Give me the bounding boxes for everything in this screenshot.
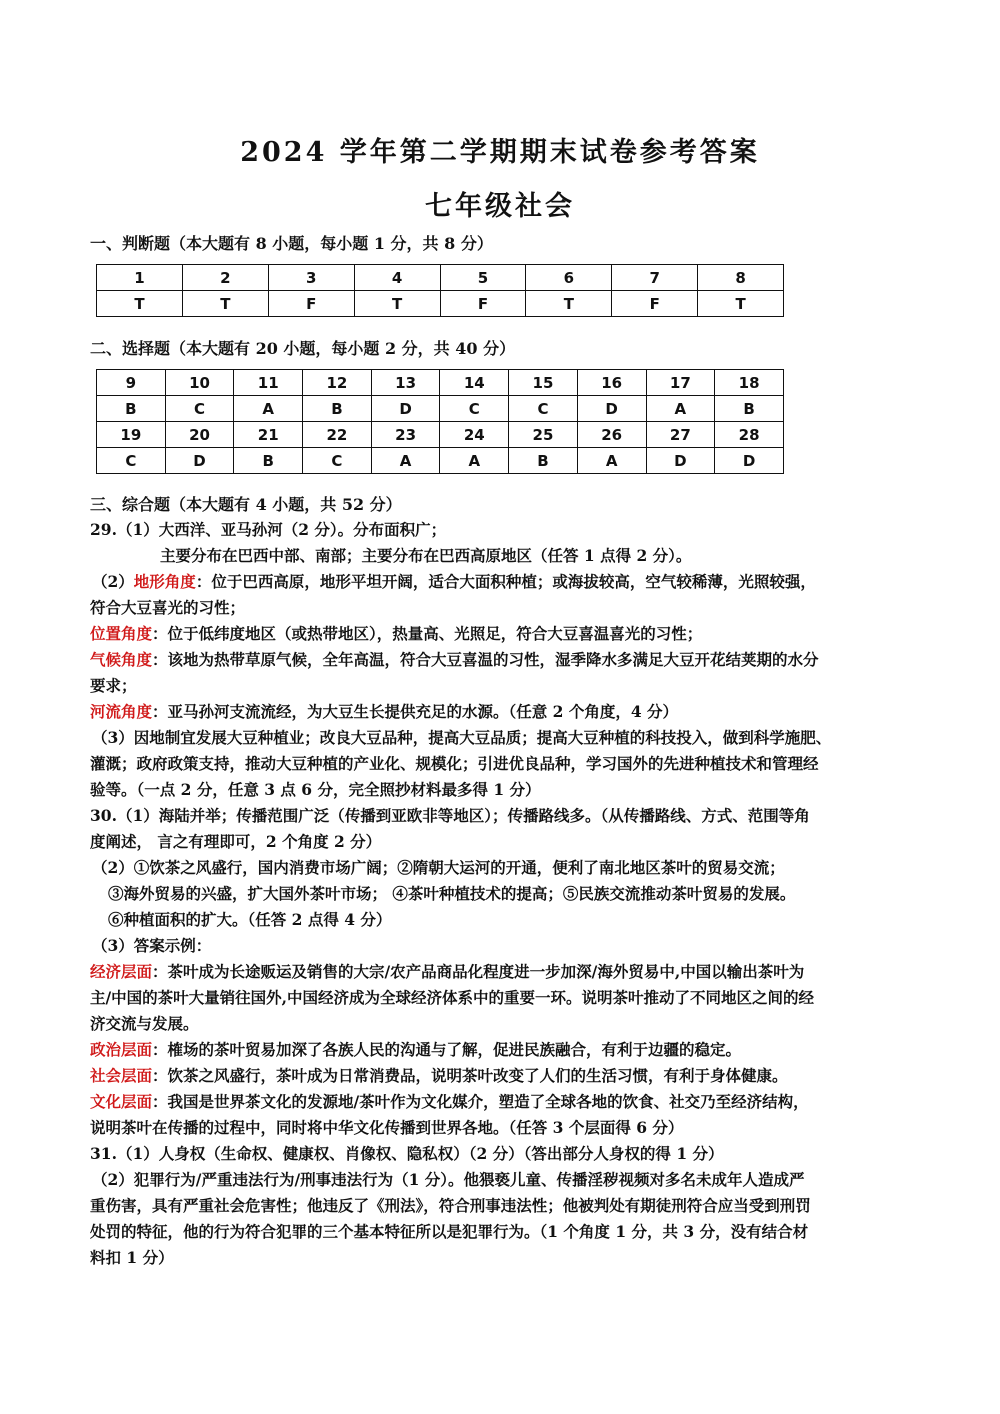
tf-answer-cell: T bbox=[698, 291, 784, 317]
table-row bbox=[97, 370, 784, 396]
page-title: 2024 学年第二学期期末试卷参考答案 bbox=[240, 137, 760, 168]
mc-answer-cell: A bbox=[646, 396, 715, 422]
mc-answer-cell: A bbox=[440, 448, 509, 474]
answer-text: 处罚的特征，他的行为符合犯罪的三个基本特征所以是犯罪行为。（1 个角度 1 分，共 3 分，没有结合材 bbox=[90, 1222, 809, 1241]
answer-line bbox=[92, 728, 831, 748]
answer-line bbox=[90, 624, 702, 644]
mc-answer-cell: C bbox=[509, 396, 578, 422]
answer-line bbox=[90, 806, 810, 826]
mc-answer-cell: B bbox=[97, 396, 166, 422]
answer-text: ：饮茶之风盛行，茶叶成为日常消费品，说明茶叶改变了人们的生活习惯，有利于身体健康。 bbox=[152, 1066, 788, 1085]
section2-heading: 二、选择题（本大题有 20 小题，每小题 2 分，共 40 分） bbox=[90, 339, 516, 358]
answer-line bbox=[92, 936, 211, 956]
answer-text: 符合大豆喜光的习性； bbox=[90, 598, 246, 617]
tf-number-cell: 3 bbox=[268, 265, 354, 291]
mc-number-cell: 20 bbox=[165, 422, 234, 448]
mc-number-cell: 17 bbox=[646, 370, 715, 396]
tf-number-cell: 5 bbox=[440, 265, 526, 291]
answer-text: ：该地为热带草原气候，全年高温，符合大豆喜温的习性，湿季降水多满足大豆开花结荚期的水分 bbox=[152, 650, 819, 669]
answer-line bbox=[90, 1144, 724, 1164]
answer-text: ：我国是世界茶文化的发源地/茶叶作为文化媒介，塑造了全球各地的饮食、社交乃至经济结构， bbox=[152, 1092, 809, 1111]
answer-line bbox=[92, 858, 785, 878]
answer-text: ：位于巴西高原，地形平坦开阔，适合大面积种植；或海拔较高，空气较稀薄，光照较强， bbox=[195, 572, 816, 591]
mc-number-cell: 13 bbox=[371, 370, 440, 396]
mc-answer-cell: B bbox=[715, 396, 784, 422]
mc-answer-cell: A bbox=[234, 396, 303, 422]
answer-line bbox=[90, 1014, 199, 1034]
tf-answer-cell: F bbox=[268, 291, 354, 317]
answer-line bbox=[108, 910, 391, 930]
sub-question-label: （2） bbox=[92, 572, 134, 591]
mc-number-cell: 26 bbox=[577, 422, 646, 448]
tf-number-cell: 7 bbox=[612, 265, 698, 291]
answer-line bbox=[90, 1196, 811, 1216]
mc-number-cell: 9 bbox=[97, 370, 166, 396]
mc-number-cell: 24 bbox=[440, 422, 509, 448]
mc-answer-cell: A bbox=[577, 448, 646, 474]
table-row bbox=[97, 265, 784, 291]
mc-answer-cell: C bbox=[97, 448, 166, 474]
mc-answer-cell: B bbox=[303, 396, 372, 422]
mc-answer-cell: B bbox=[234, 448, 303, 474]
answer-line bbox=[90, 676, 137, 696]
highlighted-keyword: 政治层面 bbox=[90, 1040, 153, 1059]
answer-line bbox=[90, 1066, 788, 1086]
answer-text: 验等。（一点 2 分，任意 3 点 6 分，完全照抄材料最多得 1 分） bbox=[90, 780, 541, 799]
answer-line bbox=[90, 1040, 741, 1060]
answer-text: ③海外贸易的兴盛，扩大国外茶叶市场； ④茶叶种植技术的提高；⑤民族交流推动茶叶贸易的发展。 bbox=[108, 884, 796, 903]
answer-line bbox=[90, 598, 245, 618]
answer-text: 灌溉；政府政策支持，推动大豆种植的产业化、规模化；引进优良品种，学习国外的先进种植技术和管理经 bbox=[90, 754, 819, 773]
answer-text: （3）答案示例： bbox=[92, 936, 212, 955]
answer-text: ：亚马孙河支流流经，为大豆生长提供充足的水源。（任意 2 个角度，4 分） bbox=[152, 702, 679, 721]
answer-line bbox=[90, 520, 446, 540]
true-false-answer-table bbox=[96, 264, 784, 317]
answer-line bbox=[90, 754, 819, 774]
tf-answer-cell: T bbox=[182, 291, 268, 317]
answer-line bbox=[90, 1092, 809, 1112]
mc-answer-cell: D bbox=[165, 448, 234, 474]
mc-answer-cell: C bbox=[303, 448, 372, 474]
table-row bbox=[97, 448, 784, 474]
tf-number-cell: 6 bbox=[526, 265, 612, 291]
answer-line bbox=[90, 702, 678, 722]
highlighted-keyword: 河流角度 bbox=[90, 702, 153, 721]
tf-answer-cell: F bbox=[612, 291, 698, 317]
answer-text: （2）犯罪行为/严重违法行为/刑事违法行为（1 分）。他猥亵儿童、传播淫秽视频对多名未成年人造成严 bbox=[92, 1170, 805, 1189]
mc-number-cell: 10 bbox=[165, 370, 234, 396]
mc-number-cell: 23 bbox=[371, 422, 440, 448]
answer-text: ：榷场的茶叶贸易加深了各族人民的沟通与了解，促进民族融合，有利于边疆的稳定。 bbox=[152, 1040, 742, 1059]
mc-answer-cell: A bbox=[371, 448, 440, 474]
answer-text: ：茶叶成为长途贩运及销售的大宗/农产品商品化程度进一步加深/海外贸易中,中国以输出茶叶为 bbox=[152, 962, 805, 981]
mc-number-cell: 22 bbox=[303, 422, 372, 448]
mc-number-cell: 12 bbox=[303, 370, 372, 396]
answer-text: 度阐述， 言之有理即可，2 个角度 2 分） bbox=[90, 832, 382, 851]
highlighted-keyword: 经济层面 bbox=[90, 962, 153, 981]
page-subtitle: 七年级社会 bbox=[425, 191, 575, 222]
answer-line bbox=[90, 1248, 174, 1268]
answer-text: 济交流与发展。 bbox=[90, 1014, 199, 1033]
mc-answer-cell: B bbox=[509, 448, 578, 474]
tf-number-cell: 2 bbox=[182, 265, 268, 291]
tf-answer-cell: T bbox=[354, 291, 440, 317]
tf-answer-cell: T bbox=[97, 291, 183, 317]
section3-heading: 三、综合题（本大题有 4 小题，共 52 分） bbox=[90, 495, 402, 514]
answer-text: ：位于低纬度地区（或热带地区），热量高、光照足，符合大豆喜温喜光的习性； bbox=[152, 624, 703, 643]
answer-line bbox=[90, 1118, 683, 1138]
mc-number-cell: 25 bbox=[509, 422, 578, 448]
answer-text: 重伤害，具有严重社会危害性；他违反了《刑法》，符合刑事违法性；他被判处有期徒刑符合应当受到刑罚 bbox=[90, 1196, 811, 1215]
table-row bbox=[97, 291, 784, 317]
answer-text: 主/中国的茶叶大量销往国外,中国经济成为全球经济体系中的重要一环。说明茶叶推动了不同地区之间的经 bbox=[90, 988, 815, 1007]
highlighted-keyword: 气候角度 bbox=[90, 650, 153, 669]
highlighted-keyword: 地形角度 bbox=[133, 572, 196, 591]
highlighted-keyword: 位置角度 bbox=[90, 624, 153, 643]
answer-text: 30.（1）海陆并举；传播范围广泛（传播到亚欧非等地区）；传播路线多。（从传播路线、方式、范围等角 bbox=[90, 806, 810, 825]
answer-line bbox=[90, 780, 541, 800]
answer-text: 说明茶叶在传播的过程中，同时将中华文化传播到世界各地。（任答 3 个层面得 6 分） bbox=[90, 1118, 684, 1137]
answer-text: 主要分布在巴西中部、南部；主要分布在巴西高原地区（任答 1 点得 2 分）。 bbox=[160, 546, 692, 565]
answer-text: 要求； bbox=[90, 676, 137, 695]
answer-line bbox=[90, 650, 819, 670]
answer-line bbox=[90, 988, 814, 1008]
mc-answer-cell: C bbox=[440, 396, 509, 422]
mc-number-cell: 27 bbox=[646, 422, 715, 448]
table-row bbox=[97, 396, 784, 422]
mc-answer-cell: C bbox=[165, 396, 234, 422]
mc-number-cell: 15 bbox=[509, 370, 578, 396]
section1-heading: 一、判断题（本大题有 8 小题，每小题 1 分，共 8 分） bbox=[90, 234, 493, 253]
tf-number-cell: 4 bbox=[354, 265, 440, 291]
table-row bbox=[97, 422, 784, 448]
mc-answer-cell: D bbox=[577, 396, 646, 422]
answer-line bbox=[160, 546, 691, 566]
answer-line bbox=[90, 1222, 808, 1242]
answer-text: （2）①饮茶之风盛行，国内消费市场广阔；②隋朝大运河的开通，便利了南北地区茶叶的贸易交流； bbox=[92, 858, 785, 877]
answer-text: （3）因地制宜发展大豆种植业；改良大豆品种，提高大豆品质；提高大豆种植的科技投入，做到科学施肥、 bbox=[92, 728, 832, 747]
mc-answer-cell: D bbox=[646, 448, 715, 474]
multiple-choice-answer-table bbox=[96, 369, 784, 474]
tf-answer-cell: T bbox=[526, 291, 612, 317]
tf-number-cell: 8 bbox=[698, 265, 784, 291]
answer-line bbox=[92, 1170, 805, 1190]
mc-number-cell: 11 bbox=[234, 370, 303, 396]
mc-answer-cell: D bbox=[715, 448, 784, 474]
mc-number-cell: 21 bbox=[234, 422, 303, 448]
answer-line bbox=[90, 832, 381, 852]
mc-number-cell: 19 bbox=[97, 422, 166, 448]
answer-text: 31.（1）人身权（生命权、健康权、肖像权、隐私权）（2 分）（答出部分人身权的得 1 分） bbox=[90, 1144, 724, 1163]
highlighted-keyword: 社会层面 bbox=[90, 1066, 153, 1085]
answer-line bbox=[90, 962, 804, 982]
answer-text: 29.（1）大西洋、亚马孙河（2 分）。分布面积广； bbox=[90, 520, 447, 539]
mc-number-cell: 14 bbox=[440, 370, 509, 396]
tf-number-cell: 1 bbox=[97, 265, 183, 291]
answer-text: ⑥种植面积的扩大。（任答 2 点得 4 分） bbox=[108, 910, 392, 929]
answer-line bbox=[108, 884, 795, 904]
answer-text: 料扣 1 分） bbox=[90, 1248, 174, 1267]
mc-answer-cell: D bbox=[371, 396, 440, 422]
tf-answer-cell: F bbox=[440, 291, 526, 317]
mc-number-cell: 28 bbox=[715, 422, 784, 448]
answer-line bbox=[92, 572, 816, 592]
mc-number-cell: 16 bbox=[577, 370, 646, 396]
highlighted-keyword: 文化层面 bbox=[90, 1092, 153, 1111]
mc-number-cell: 18 bbox=[715, 370, 784, 396]
